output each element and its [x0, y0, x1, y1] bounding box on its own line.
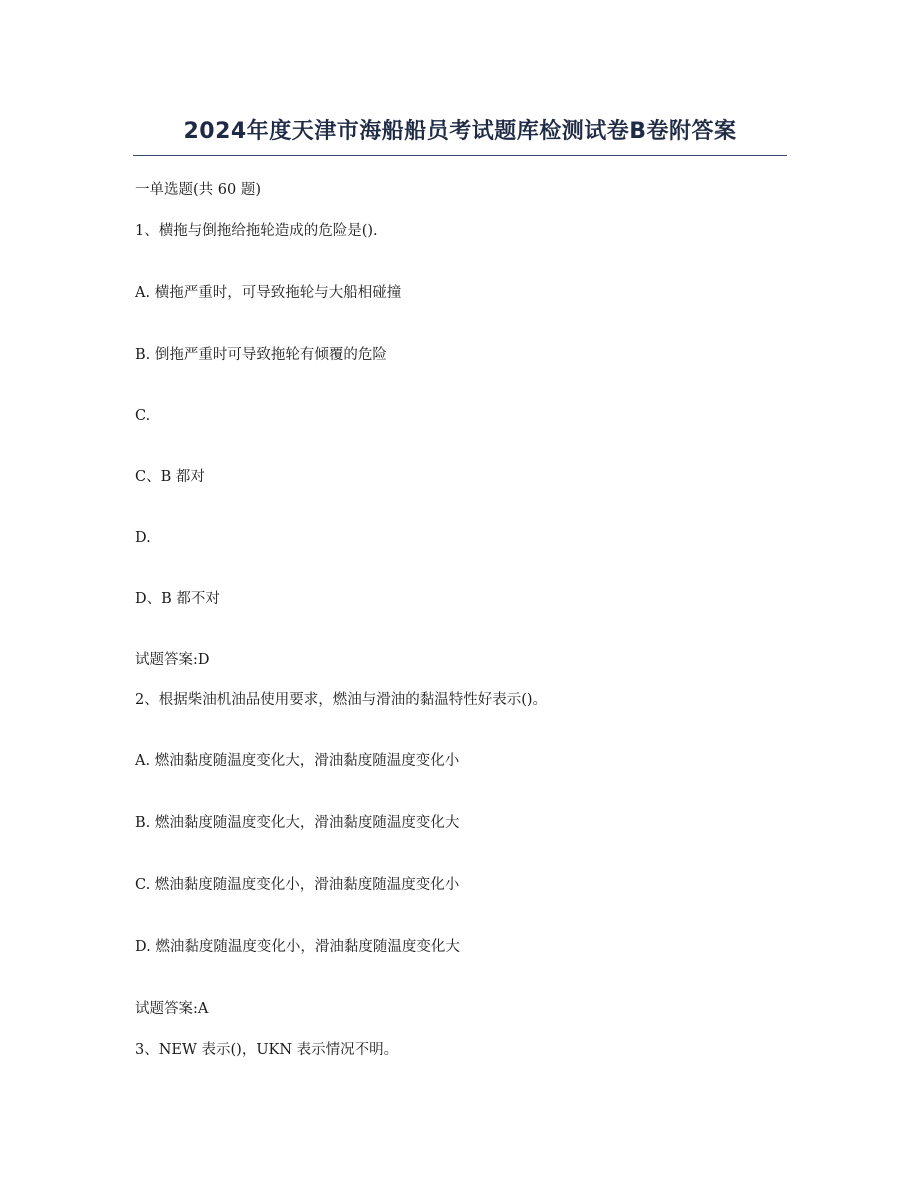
title-underline	[133, 155, 787, 156]
question-1-option-d-text: D、B 都不对	[135, 591, 220, 607]
question-2-option-c: C. 燃油黏度随温度变化小，滑油黏度随温度变化小	[135, 877, 460, 893]
question-3-stem: 3、NEW 表示()，UKN 表示情况不明。	[135, 1042, 399, 1058]
question-1-option-c-text: C、B 都对	[135, 469, 205, 485]
question-2-answer: 试题答案:A	[135, 1001, 209, 1017]
question-1-answer: 试题答案:D	[135, 652, 210, 668]
section-header: 一单选题(共 60 题)	[135, 182, 261, 198]
question-1-option-c: C.	[135, 408, 151, 424]
document-title: 2024年度天津市海船船员考试题库检测试卷B卷附答案	[183, 119, 737, 144]
question-2-option-b: B. 燃油黏度随温度变化大，滑油黏度随温度变化大	[135, 815, 460, 831]
question-1-option-a: A. 横拖严重时，可导致拖轮与大船相碰撞	[135, 285, 402, 301]
question-1-option-d: D.	[135, 530, 151, 546]
question-2-stem: 2、根据柴油机油品使用要求，燃油与滑油的黏温特性好表示()。	[135, 692, 548, 708]
question-2-option-a: A. 燃油黏度随温度变化大，滑油黏度随温度变化小	[135, 753, 460, 769]
question-1-stem: 1、横拖与倒拖给拖轮造成的危险是().	[135, 223, 378, 239]
question-1-option-b: B. 倒拖严重时可导致拖轮有倾覆的危险	[135, 347, 387, 363]
question-2-option-d: D. 燃油黏度随温度变化小，滑油黏度随温度变化大	[135, 939, 460, 955]
